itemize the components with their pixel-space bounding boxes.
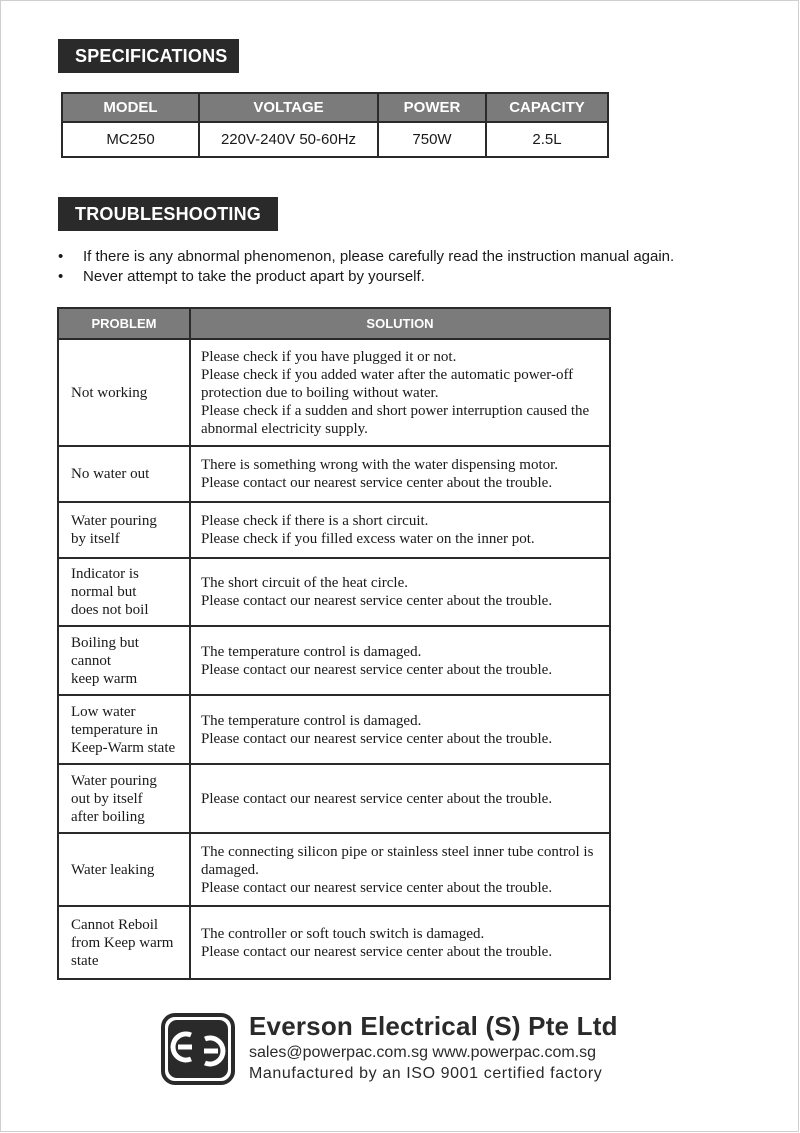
company-contact: sales@powerpac.com.sg www.powerpac.com.sg xyxy=(249,1044,597,1061)
table-row xyxy=(58,339,610,446)
trouble-header-problem: PROBLEM xyxy=(58,308,190,339)
trouble-header-row xyxy=(58,308,610,339)
note-item: • Never attempt to take the product apart by yourself. xyxy=(58,268,425,285)
spec-row xyxy=(62,122,608,157)
spec-header-power: POWER xyxy=(378,93,486,122)
spec-header-row xyxy=(62,93,608,122)
problem-cell: Water pouring out by itself after boiling xyxy=(58,764,190,833)
table-row xyxy=(58,446,610,502)
solution-cell: The controller or soft touch switch is damaged. Please contact our nearest service center about the trouble. xyxy=(190,906,610,979)
table-row xyxy=(58,558,610,626)
problem-cell: Water leaking xyxy=(58,833,190,906)
problem-cell: Indicator is normal but does not boil xyxy=(58,558,190,626)
note-item: • If there is any abnormal phenomenon, please carefully read the instruction manual again. xyxy=(58,248,675,265)
problem-cell: Water pouring by itself xyxy=(58,502,190,558)
troubleshooting-notes xyxy=(58,247,674,287)
problem-cell: Boiling but cannot keep warm xyxy=(58,626,190,695)
spec-power: 750W xyxy=(378,122,486,157)
company-name: Everson Electrical (S) Pte Ltd xyxy=(249,1011,618,1041)
spec-header-model: MODEL xyxy=(62,93,199,122)
spec-header-capacity: CAPACITY xyxy=(486,93,608,122)
problem-cell: Not working xyxy=(58,339,190,446)
spec-header-voltage: VOLTAGE xyxy=(199,93,378,122)
note-text: If there is any abnormal phenomenon, please carefully read the instruction manual again. xyxy=(83,248,675,265)
solution-cell: The temperature control is damaged. Please contact our nearest service center about the trouble. xyxy=(190,695,610,764)
solution-cell: There is something wrong with the water dispensing motor. Please contact our nearest service center about the trouble. xyxy=(190,446,610,502)
troubleshooting-table xyxy=(57,307,611,980)
iso-certification: Manufactured by an ISO 9001 certified factory xyxy=(249,1065,603,1082)
table-row xyxy=(58,764,610,833)
solution-cell: Please check if you have plugged it or not. Please check if you added water after the automatic power-off protection due to boiling without water. Please check if a sudden and short power interruption caused the abnormal electricity supply. xyxy=(190,339,610,446)
spec-model: MC250 xyxy=(62,122,199,157)
everson-ee-logo-icon xyxy=(161,1013,235,1085)
note-text: Never attempt to take the product apart by yourself. xyxy=(83,268,425,285)
solution-cell: Please contact our nearest service center about the trouble. xyxy=(190,764,610,833)
solution-cell: The temperature control is damaged. Please contact our nearest service center about the trouble. xyxy=(190,626,610,695)
table-row xyxy=(58,502,610,558)
problem-cell: Cannot Reboil from Keep warm state xyxy=(58,906,190,979)
table-row xyxy=(58,906,610,979)
specifications-heading: SPECIFICATIONS xyxy=(58,39,239,73)
problem-cell: No water out xyxy=(58,446,190,502)
solution-cell: The short circuit of the heat circle. Please contact our nearest service center about the trouble. xyxy=(190,558,610,626)
table-row xyxy=(58,695,610,764)
problem-cell: Low water temperature in Keep-Warm state xyxy=(58,695,190,764)
troubleshooting-heading: TROUBLESHOOTING xyxy=(58,197,278,231)
spec-capacity: 2.5L xyxy=(486,122,608,157)
solution-cell: The connecting silicon pipe or stainless steel inner tube control is damaged. Please contact our nearest service center about the trouble. xyxy=(190,833,610,906)
specifications-table xyxy=(61,92,609,158)
trouble-header-solution: SOLUTION xyxy=(190,308,610,339)
solution-cell: Please check if there is a short circuit. Please check if you filled excess water on the inner pot. xyxy=(190,502,610,558)
table-row xyxy=(58,833,610,906)
spec-voltage: 220V-240V 50-60Hz xyxy=(199,122,378,157)
table-row xyxy=(58,626,610,695)
